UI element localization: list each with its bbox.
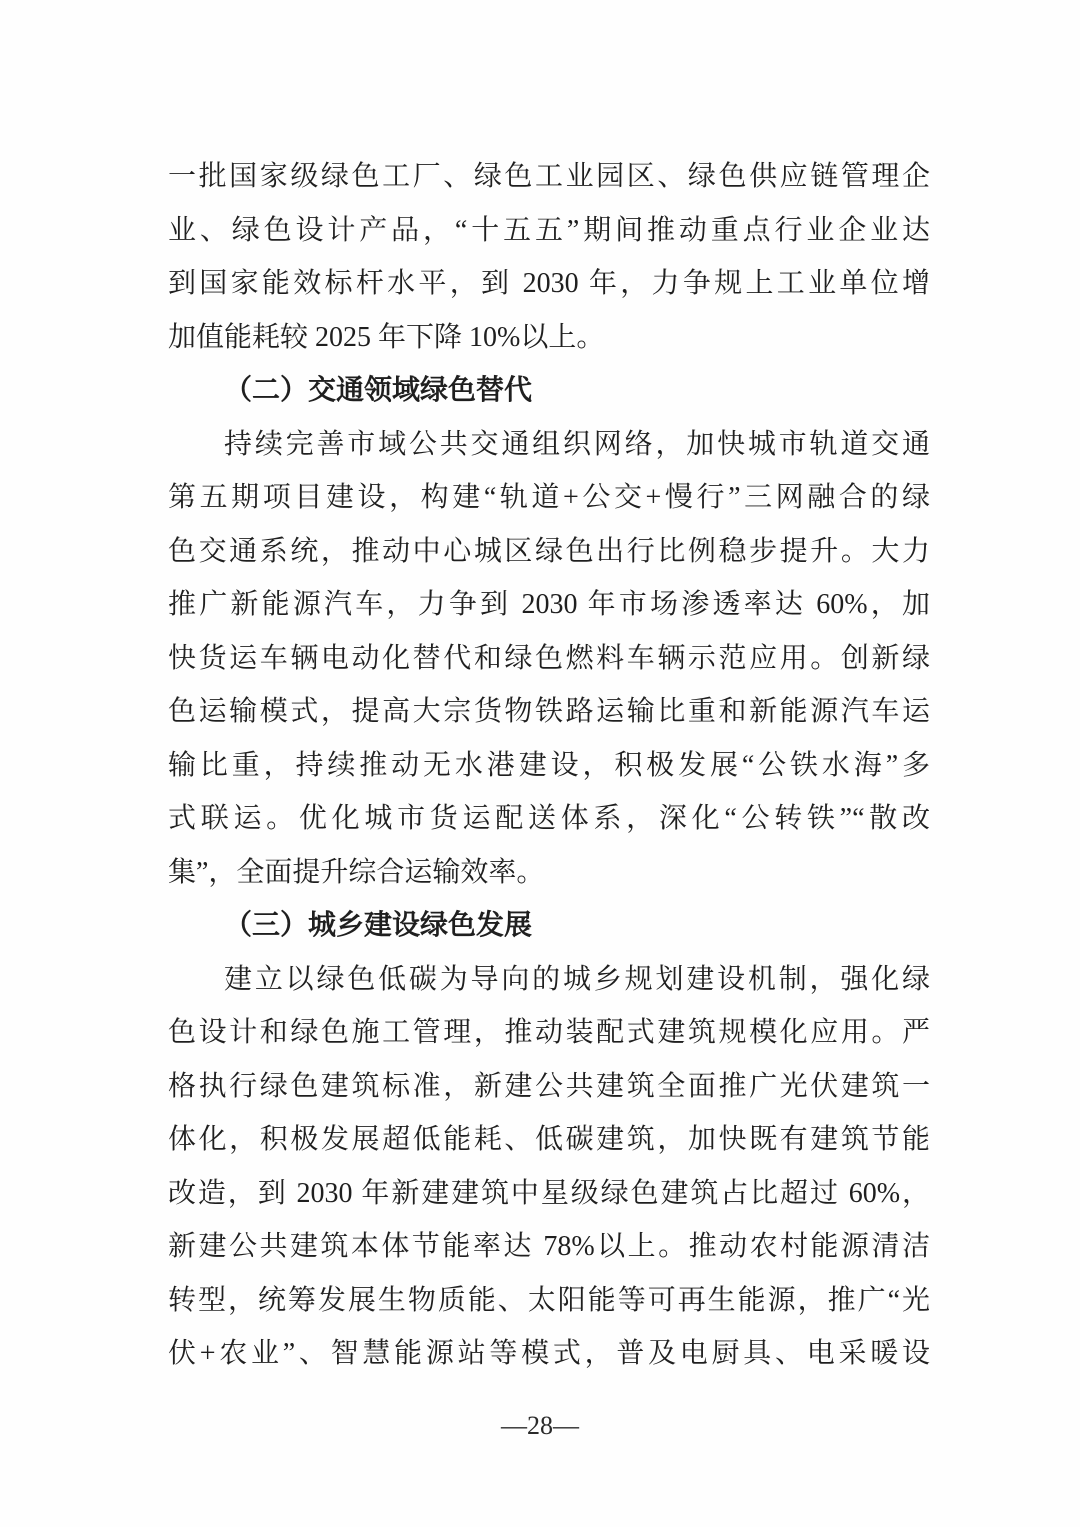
text-line: 新建公共建筑本体节能率达 78%以上。推动农村能源清洁 (168, 1231, 930, 1262)
text-line: 建立以绿色低碳为导向的城乡规划建设机制，强化绿 (224, 963, 930, 995)
text-line: 业、绿色设计产品，“十五五”期间推动重点行业企业达 (168, 214, 930, 246)
text-line: 一批国家级绿色工厂、绿色工业园区、绿色供应链管理企 (168, 161, 930, 192)
text-line: 色运输模式，提高大宗货物铁路运输比重和新能源汽车运 (168, 696, 930, 727)
text-line: 格执行绿色建筑标准，新建公共建筑全面推广光伏建筑一 (168, 1070, 930, 1102)
text-line: 第五期项目建设，构建“轨道+公交+慢行”三网融合的绿 (168, 482, 930, 513)
text-line: 持续完善市域公共交通组织网络，加快城市轨道交通 (224, 428, 930, 460)
text-line: 体化，积极发展超低能耗、低碳建筑，加快既有建筑节能 (168, 1124, 930, 1155)
text-line: 色设计和绿色施工管理，推动装配式建筑规模化应用。严 (168, 1017, 930, 1048)
text-line: 转型，统筹发展生物质能、太阳能等可再生能源，推广“光 (168, 1284, 930, 1316)
section-heading (168, 364, 930, 418)
paragraph (168, 953, 930, 1381)
page-footer (0, 1408, 1080, 1444)
text-line: 输比重，持续推动无水港建设，积极发展“公铁水海”多 (168, 749, 930, 781)
section-heading-text: （三）城乡建设绿色发展 (224, 910, 533, 941)
text-line: 改造，到 2030 年新建建筑中星级绿色建筑占比超过 60%， (168, 1177, 930, 1209)
section-heading-text: （二）交通领域绿色替代 (224, 375, 533, 406)
text-line: 式联运。优化城市货运配送体系，深化“公转铁”“散改 (168, 803, 930, 834)
text-line: 伏+农业”、智慧能源站等模式，普及电厨具、电采暖设 (168, 1338, 930, 1369)
text-line: 加值能耗较 2025 年下降 10%以上。 (168, 321, 605, 353)
section-heading (168, 899, 930, 953)
paragraph (168, 150, 930, 364)
document-body (168, 150, 930, 1381)
text-line: 集”，全面提升综合运输效率。 (168, 856, 545, 888)
text-line: 色交通系统，推动中心城区绿色出行比例稳步提升。大力 (168, 535, 930, 567)
text-line: 快货运车辆电动化替代和绿色燃料车辆示范应用。创新绿 (168, 642, 930, 674)
paragraph (168, 418, 930, 900)
text-line: 到国家能效标杆水平，到 2030 年，力争规上工业单位增 (168, 268, 930, 299)
text-line: 推广新能源汽车，力争到 2030 年市场渗透率达 60%，加 (168, 589, 930, 620)
page-number: —28— (501, 1411, 579, 1440)
